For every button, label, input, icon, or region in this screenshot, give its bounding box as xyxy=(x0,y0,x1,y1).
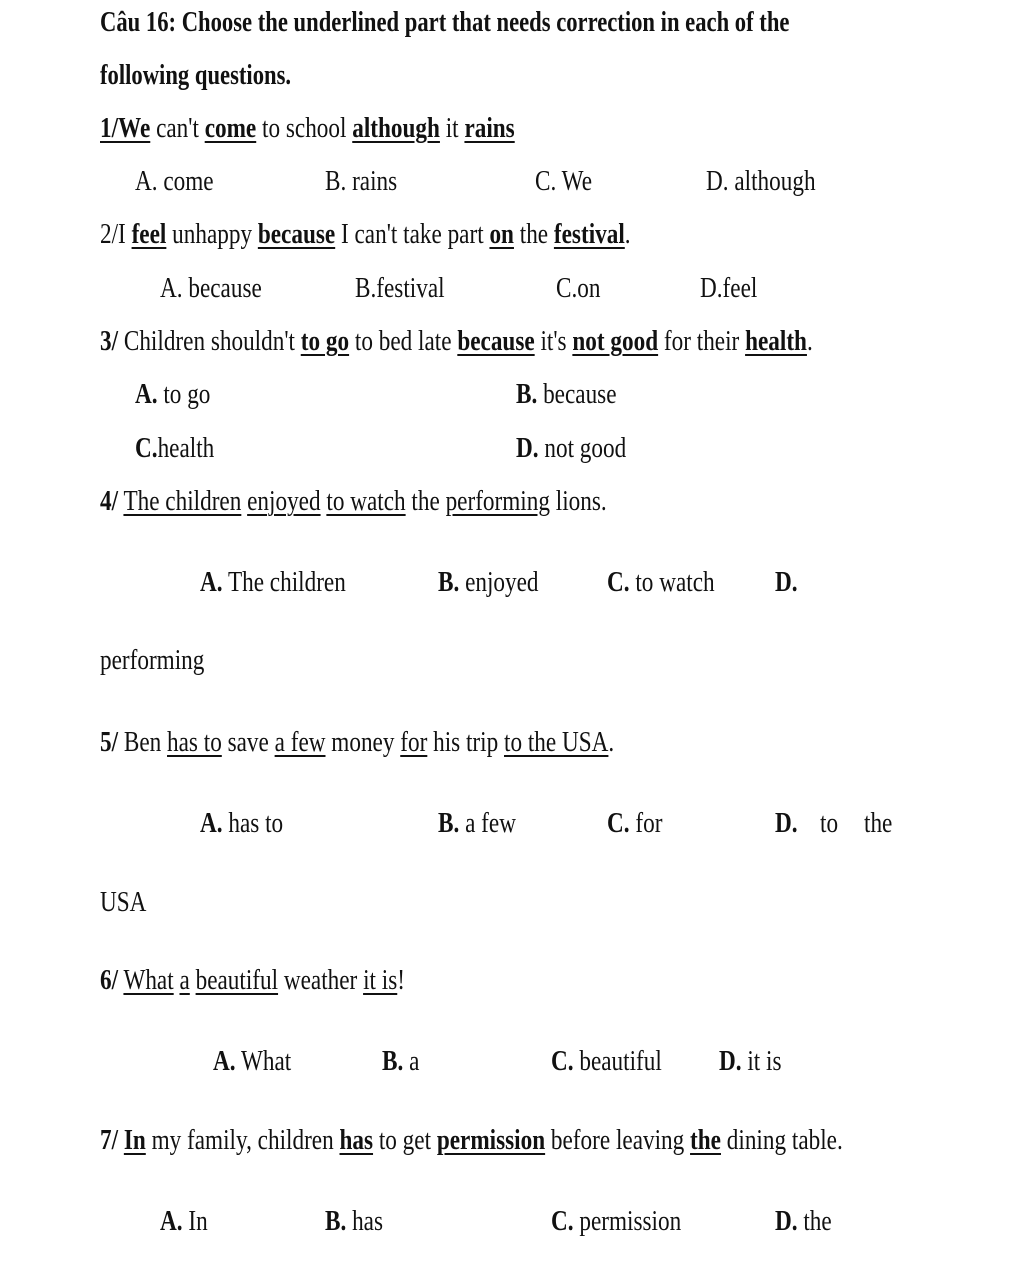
q5-option-a[interactable]: A. has to xyxy=(200,807,284,839)
q4-underlined-performing: performing xyxy=(445,485,550,517)
q2-option-c[interactable]: C.on xyxy=(556,272,601,304)
q5-underlined-for: for xyxy=(400,726,428,758)
q3-option-b[interactable]: B. because xyxy=(516,378,617,410)
q6-options xyxy=(0,1039,1024,1083)
q4-option-b[interactable]: B. enjoyed xyxy=(438,566,539,598)
q4-options xyxy=(0,560,1024,604)
q2-underlined-feel: feel xyxy=(131,218,167,250)
q1-underlined-rains: rains xyxy=(464,112,515,144)
q3-option-c[interactable]: C.health xyxy=(135,432,215,464)
q7-option-b[interactable]: B. has xyxy=(325,1205,384,1237)
q3-underlined-health: health xyxy=(745,325,807,357)
q2-underlined-festival: festival xyxy=(553,218,625,250)
question-1 xyxy=(100,106,919,150)
q6-option-a[interactable]: A. What xyxy=(213,1045,292,1077)
question-3 xyxy=(100,319,919,363)
q2-option-d[interactable]: D.feel xyxy=(700,272,758,304)
q6-underlined-it-is: it is xyxy=(363,964,398,996)
q1-underlined-come: come xyxy=(204,112,257,144)
q1-option-a[interactable]: A. come xyxy=(135,165,214,197)
q7-option-a[interactable]: A. In xyxy=(160,1205,208,1237)
q7-number: 7/ xyxy=(100,1124,119,1156)
q3-options-row-2 xyxy=(0,426,1024,470)
question-2 xyxy=(100,212,919,256)
q5-option-c[interactable]: C. for xyxy=(607,807,663,839)
q7-option-c[interactable]: C. permission xyxy=(551,1205,682,1237)
q7-underlined-permission: permission xyxy=(436,1124,546,1156)
q7-underlined-the: the xyxy=(690,1124,721,1156)
q1-number-underlined: 1/We xyxy=(100,112,151,144)
q6-underlined-what: What xyxy=(123,964,174,996)
q1-text: it xyxy=(439,112,465,144)
q4-underlined-to-watch: to watch xyxy=(326,485,406,517)
q3-underlined-not-good: not good xyxy=(572,325,659,357)
q6-option-c[interactable]: C. beautiful xyxy=(551,1045,662,1077)
q3-text: to bed late xyxy=(349,325,458,357)
q3-option-a[interactable]: A. to go xyxy=(135,378,211,410)
q5-number: 5/ xyxy=(100,726,119,758)
q4-number: 4/ xyxy=(100,485,119,517)
instruction-line-2: following questions. xyxy=(100,59,292,91)
q3-text: . xyxy=(806,325,813,357)
q2-text: unhappy xyxy=(166,218,258,250)
q1-underlined-although: although xyxy=(352,112,440,144)
q7-underlined-has: has xyxy=(339,1124,374,1156)
q2-underlined-on: on xyxy=(489,218,514,250)
q4-underlined-enjoyed: enjoyed xyxy=(247,485,321,517)
q2-option-a[interactable]: A. because xyxy=(160,272,262,304)
q3-number: 3/ xyxy=(100,325,119,357)
q2-options xyxy=(0,266,1024,310)
question-4: 4/ The children enjoyed to watch the performing lions. xyxy=(100,485,607,517)
q1-option-d[interactable]: D. although xyxy=(706,165,816,197)
q5-option-d-text-to: to xyxy=(820,807,839,839)
question-6: 6/ What a beautiful weather it is! xyxy=(100,964,405,996)
q4-option-a[interactable]: A. The children xyxy=(200,566,346,598)
q6-number: 6/ xyxy=(100,964,119,996)
q3-text: for their xyxy=(658,325,746,357)
q7-options xyxy=(0,1199,1024,1243)
q7-underlined-in: In xyxy=(123,1124,146,1156)
q2-underlined-because: because xyxy=(257,218,336,250)
q5-option-d[interactable]: D. xyxy=(775,807,798,839)
q2-text: I can't take part xyxy=(335,218,490,250)
q5-underlined-a-few: a few xyxy=(274,726,326,758)
q3-underlined-because: because xyxy=(457,325,535,357)
q6-option-b[interactable]: B. a xyxy=(382,1045,420,1077)
q5-option-d-text-the: the xyxy=(864,807,893,839)
q7-option-d[interactable]: D. the xyxy=(775,1205,832,1237)
q6-underlined-a: a xyxy=(179,964,190,996)
q2-text: . xyxy=(624,218,631,250)
q4-option-c[interactable]: C. to watch xyxy=(607,566,715,598)
q1-option-b[interactable]: B. rains xyxy=(325,165,398,197)
instruction-line-1: Câu 16: Choose the underlined part that needs correction in each of the xyxy=(100,6,790,38)
q5-underlined-to-the-usa: to the USA xyxy=(504,726,609,758)
q5-options xyxy=(0,801,1024,845)
q6-underlined-beautiful: beautiful xyxy=(195,964,279,996)
q3-text: Children shouldn't xyxy=(118,325,301,357)
q1-option-c[interactable]: C. We xyxy=(535,165,592,197)
q1-text: can't xyxy=(150,112,205,144)
q5-option-d-wrapped-text: USA xyxy=(100,886,147,918)
q1-options xyxy=(0,159,1024,203)
q3-option-d[interactable]: D. not good xyxy=(516,432,627,464)
q5-option-b[interactable]: B. a few xyxy=(438,807,516,839)
q6-option-d[interactable]: D. it is xyxy=(719,1045,782,1077)
q3-underlined-to-go: to go xyxy=(300,325,350,357)
q2-text: the xyxy=(513,218,554,250)
question-7: 7/ In my family, children has to get permission before leaving the dining table. xyxy=(100,1124,843,1156)
question-5: 5/ Ben has to save a few money for his trip to the USA. xyxy=(100,726,615,758)
q4-underlined-the-children: The children xyxy=(123,485,242,517)
q2-number: 2/I xyxy=(100,218,132,250)
q4-option-d[interactable]: D. xyxy=(775,566,798,598)
q2-option-b[interactable]: B.festival xyxy=(355,272,445,304)
q1-text: to school xyxy=(256,112,353,144)
q3-options-row-1 xyxy=(0,372,1024,416)
q5-underlined-has-to: has to xyxy=(167,726,222,758)
q3-text: it's xyxy=(534,325,573,357)
q4-option-d-wrapped-text: performing xyxy=(100,644,205,676)
